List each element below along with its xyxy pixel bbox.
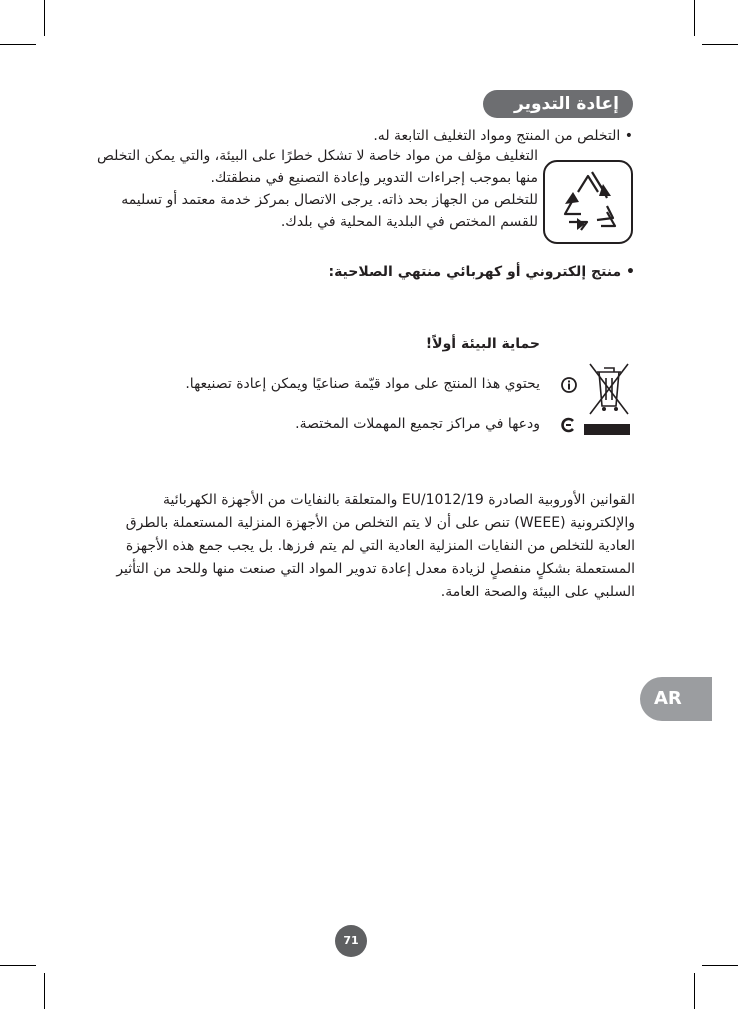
section-title: إعادة التدوير: [483, 90, 633, 118]
page-number: 71: [335, 925, 367, 957]
recycling-line-2: التغليف مؤلف من مواد خاصة لا تشكل خطرًا على البيئة، والتي يمكن التخلص: [96, 148, 538, 164]
crossed-bin-icon: [584, 356, 634, 436]
environment-line-2: ودعها في مراكز تجميع المهملات المختصة.: [295, 416, 540, 432]
environment-heading: حماية البيئة أولاً!: [425, 336, 540, 352]
crop-mark: [0, 44, 36, 45]
recycle-icon: [543, 160, 633, 244]
crop-mark: [44, 973, 45, 1009]
recycling-line-1: • التخلص من المنتج ومواد التغليف التابعة له.: [373, 128, 633, 144]
regulation-line-5: السلبي على البيئة والصحة العامة.: [440, 584, 635, 600]
crop-mark: [702, 44, 738, 45]
eol-heading: • منتج إلكتروني أو كهربائي منتهي الصلاحية:: [328, 264, 635, 280]
crop-mark: [0, 965, 36, 966]
info-icon: [560, 376, 578, 394]
language-tab: AR: [640, 677, 712, 721]
recycling-line-4: للتخلص من الجهاز بحد ذاته. يرجى الاتصال بمركز خدمة معتمد أو تسليمه: [121, 192, 538, 208]
recycling-line-5: للقسم المختص في البلدية المحلية في بلدك.: [280, 214, 538, 230]
crop-mark: [694, 0, 695, 36]
regulation-line-3: العادية للتخلص من النفايات المنزلية العادية التي لم يتم فرزها. بل يجب جمع هذه الأجهزة: [125, 538, 635, 554]
environment-line-1: يحتوي هذا المنتج على مواد قيّمة صناعيًا ويمكن إعادة تصنيعها.: [185, 376, 540, 392]
collection-icon: [560, 416, 578, 434]
crop-mark: [702, 965, 738, 966]
regulation-line-2: والإلكترونية (WEEE) تنص على أن لا يتم التخلص من الأجهزة المنزلية المستعملة بالطرق: [125, 515, 635, 531]
regulation-line-1: القوانين الأوروبية الصادرة EU/1012/19 والمتعلقة بالنفايات من الأجهزة الكهربائية: [162, 492, 635, 508]
recycling-line-3: منها بموجب إجراءات التدوير وإعادة التصنيع في منطقتك.: [210, 170, 538, 186]
regulation-line-4: المستعملة بشكلٍ منفصلٍ لزيادة معدل إعادة تدوير المواد التي صنعت منها وللحد من التأثير: [116, 561, 635, 577]
crop-mark: [694, 973, 695, 1009]
crop-mark: [44, 0, 45, 36]
